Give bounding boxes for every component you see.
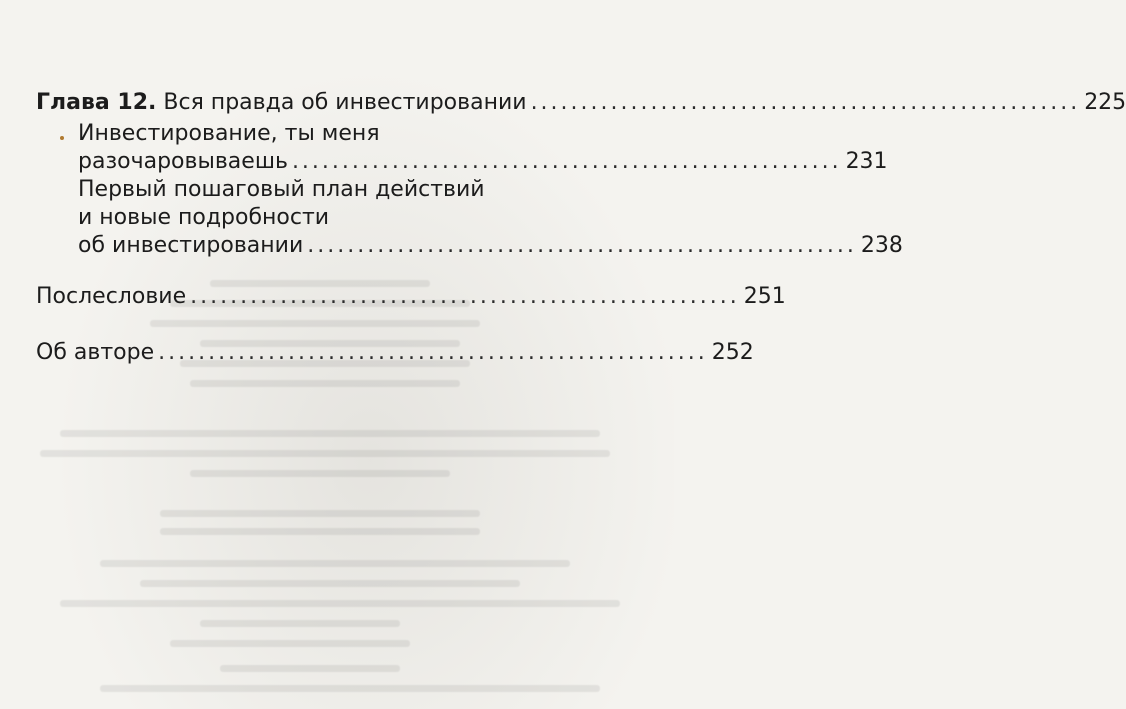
page-number: 251 bbox=[743, 284, 786, 309]
page-number: 252 bbox=[711, 340, 754, 365]
toc-entry-about-author[interactable] bbox=[36, 339, 754, 367]
page-number: 238 bbox=[860, 233, 903, 258]
dot-leader: ....................................................... bbox=[158, 340, 708, 365]
section-title-line: и новые подробности bbox=[78, 205, 330, 230]
entry-title: Об авторе bbox=[36, 340, 155, 365]
dot-leader: ....................................................... bbox=[307, 233, 857, 258]
entry-title: Послесловие bbox=[36, 284, 187, 309]
chapter-label: Глава 12. bbox=[36, 90, 157, 115]
toc-entry-action-plan-line1 bbox=[78, 176, 485, 204]
toc-entry-afterword[interactable] bbox=[36, 283, 786, 311]
page-number: 225 bbox=[1084, 90, 1126, 115]
toc-entry-action-plan[interactable] bbox=[78, 232, 903, 260]
dot-leader: ....................................................... bbox=[291, 149, 842, 174]
toc-entry-action-plan-line2 bbox=[78, 204, 329, 232]
section-title-line: разочаровываешь bbox=[78, 149, 288, 174]
dot-leader: ....................................................... bbox=[190, 284, 740, 309]
toc-entry-chapter-12[interactable] bbox=[36, 89, 1126, 117]
chapter-title: Вся правда об инвестировании bbox=[163, 90, 527, 115]
section-title-line: Инвестирование, ты меня bbox=[78, 121, 380, 146]
page-number: 231 bbox=[845, 149, 888, 174]
dot-leader: ....................................................... bbox=[530, 90, 1081, 115]
section-title-line: Первый пошаговый план действий bbox=[78, 177, 485, 202]
toc-entry-investing-disappoint-line1 bbox=[78, 120, 380, 148]
toc-entry-investing-disappoint[interactable] bbox=[78, 148, 888, 176]
section-title-line: об инвестировании bbox=[78, 233, 304, 258]
